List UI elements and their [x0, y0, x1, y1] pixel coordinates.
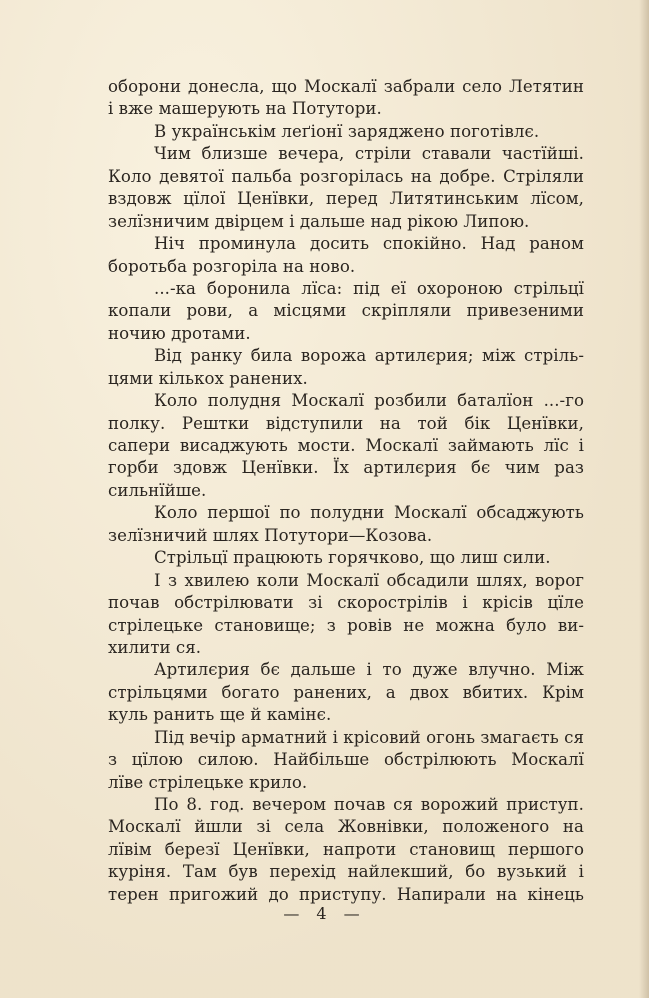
text-line: цями кількох ранених. — [108, 368, 308, 388]
page-edge — [639, 0, 649, 998]
text-line: полку. Рештки відступили на той бік Ценївки, — [108, 413, 584, 433]
text-line: з цїлою силою. Найбільше обстрілюють Москалї — [108, 750, 584, 770]
text-line: хилити ся. — [108, 637, 202, 657]
text-line: терен пригожий до приступу. Напирали на кінець — [108, 884, 584, 904]
text-line: Стрільцї працюють горячково, що лиш сили. — [154, 548, 551, 568]
text-line: куль ранить ще й камінє. — [108, 705, 332, 725]
text-line: Під вечір арматний і крісовий огонь змагаєть ся — [154, 727, 584, 747]
text-line: стрільцями богато ранених, а двох вбитих. Крім — [108, 682, 584, 702]
text-line: сапери висаджують мости. Москалї займають лїс і — [108, 436, 584, 455]
page-number: — 4 — — [283, 904, 366, 923]
text-line: почав обстрілювати зі скорострілів і крісів цїле — [108, 593, 584, 613]
text-line: Ніч проминула досить спокійно. Над раном — [154, 234, 584, 254]
text-line: вздовж цїлої Ценївки, перед Литятинським лїсом, — [108, 189, 584, 209]
text-line: Коло полудня Москалї розбили баталїон ...-го — [154, 391, 584, 411]
text-line: сильнїйше. — [108, 480, 207, 500]
text-line: В українськім леґіонї заряджено поготівлє. — [154, 121, 540, 141]
text-line: Москалї йшли зі села Жовнівки, положеного на — [108, 817, 584, 837]
text-line: Коло девятої пальба розгорілась на добре. Стріляли — [108, 166, 584, 186]
text-line: куріня. Там був перехід найлекший, бо вузький і — [108, 862, 584, 882]
text-line: зелїзничим двірцем і дальше над рікою Липою. — [108, 211, 530, 231]
text-line: Чим близше вечера, стріли ставали частїйші. — [154, 144, 584, 164]
text-line: Коло першої по полудни Москалї обсаджують — [154, 503, 584, 523]
text-line: боротьба розгоріла на ново. — [108, 256, 356, 276]
text-line: і вже машерують на Потутори. — [108, 99, 382, 119]
text-line: лїве стрілецьке крило. — [108, 772, 308, 792]
text-line: По 8. год. вечером почав ся ворожий приступ. — [154, 795, 584, 814]
body-text — [108, 76, 584, 906]
text-line: оборони донесла, що Москалї забрали село Летятин — [108, 77, 584, 96]
text-line: стрілецьке становище; з ровів не можна було ви- — [108, 615, 584, 635]
text-line: копали рови, а місцями скріпляли привезеними — [108, 301, 584, 321]
text-line: зелїзничий шлях Потутори—Козова. — [108, 525, 433, 545]
text-line: І з хвилею коли Москалї обсадили шлях, ворог — [154, 570, 584, 590]
text-line: ...-ка боронила лїса: під еї охороною стрільцї — [154, 278, 584, 298]
text-line: Від ранку била ворожа артилєрия; між стріль- — [154, 346, 584, 366]
text-line: Артилєрия бє дальше і то дуже влучно. Між — [154, 660, 584, 680]
text-line: горби здовж Ценївки. Їх артилєрия бє чим раз — [108, 458, 584, 478]
text-line: ночию дротами. — [108, 323, 251, 343]
text-line: лївім березї Ценївки, напроти становищ першого — [108, 839, 584, 859]
